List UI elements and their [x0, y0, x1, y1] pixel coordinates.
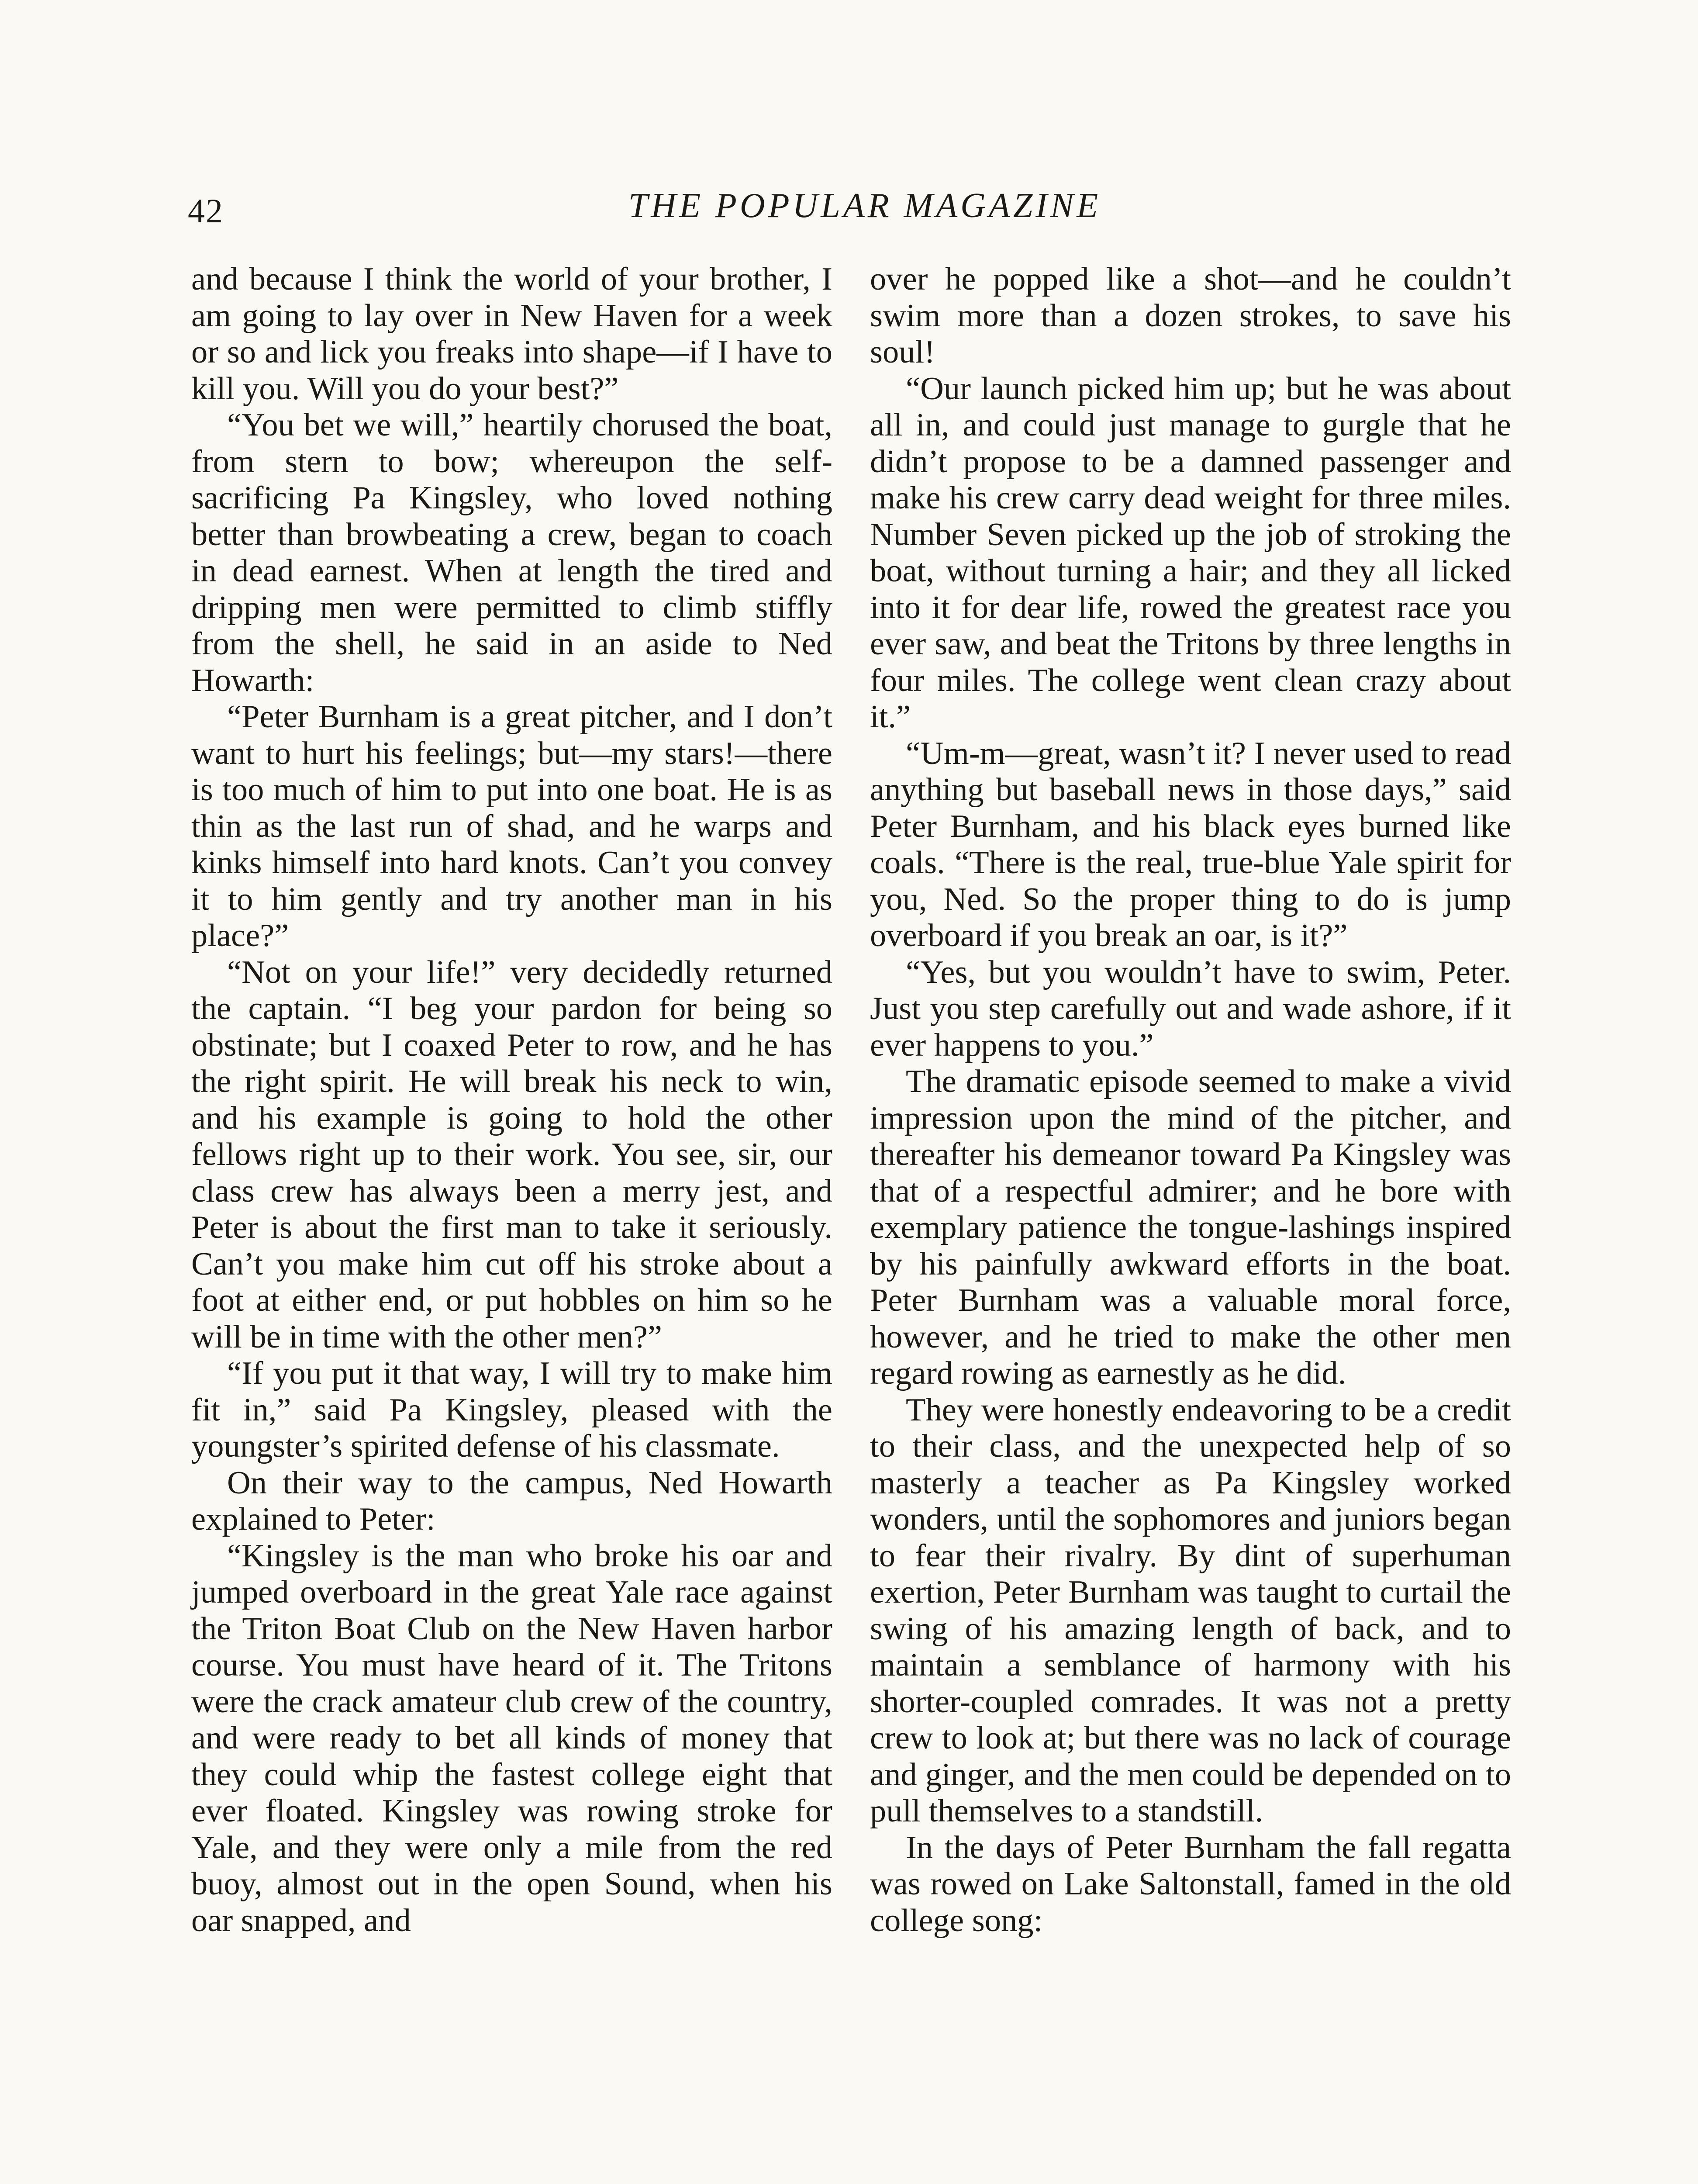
paragraph: They were honestly endeavoring to be a credit to their class, and the unexpected help of so masterly a teacher as Pa Kingsley worked wonders, until the sophomores and juniors began to fear their rivalry. By dint of superhuman exertion, Peter Burnham was taught to curtail the swing of his amazing length of back, and to maintain a semblance of harmony with his shorter-coupled comrades. It was not a pretty crew to look at; but there was no lack of courage and ginger, and the men could be depended on to pull themselves to a standstill. — [870, 1392, 1511, 1829]
paragraph: “If you put it that way, I will try to make him fit in,” said Pa Kingsley, pleased with the youngster’s spirited defense of his classmate. — [191, 1355, 832, 1464]
paragraph: The dramatic episode seemed to make a vivid impression upon the mind of the pitcher, and thereafter his demeanor toward Pa Kingsley was that of a respectful admirer; and he bore with exemplary patience the tongue-lashings inspired by his painfully awkward efforts in the boat. Peter Burnham was a valuable moral force, however, and he tried to make the other men regard rowing as earnestly as he did. — [870, 1064, 1511, 1391]
right-column — [870, 261, 1511, 1939]
paragraph: On their way to the campus, Ned Howarth explained to Peter: — [191, 1465, 832, 1537]
left-column — [191, 261, 832, 1939]
paragraph: and because I think the world of your brother, I am going to lay over in New Haven for a week or so and lick you freaks into shape—if I have to kill you. Will you do your best?” — [191, 261, 832, 407]
paragraph: “You bet we will,” heartily chorused the boat, from stern to bow; whereupon the self-sacrificing Pa Kingsley, who loved nothing better than browbeating a crew, began to coach in dead earnest. When at length the tired and dripping men were permitted to climb stiffly from the shell, he said in an aside to Ned Howarth: — [191, 407, 832, 698]
paragraph: “Not on your life!” very decidedly returned the captain. “I beg your pardon for being so obstinate; but I coaxed Peter to row, and he has the right spirit. He will break his neck to win, and his example is going to hold the other fellows right up to their work. You see, sir, our class crew has always been a merry jest, and Peter is about the first man to take it seriously. Can’t you make him cut off his stroke about a foot at either end, or put hobbles on him so he will be in time with the other men?” — [191, 954, 832, 1355]
paragraph: “Yes, but you wouldn’t have to swim, Peter. Just you step carefully out and wade ashore, if it ever happens to you.” — [870, 954, 1511, 1063]
paragraph: “Our launch picked him up; but he was about all in, and could just manage to gurgle that he didn’t propose to be a damned passenger and make his crew carry dead weight for three miles. Number Seven picked up the job of stroking the boat, without turning a hair; and they all licked into it for dear life, rowed the greatest race you ever saw, and beat the Tritons by three lengths in four miles. The college went clean crazy about it.” — [870, 370, 1511, 735]
paragraph: In the days of Peter Burnham the fall regatta was rowed on Lake Saltonstall, famed in the old college song: — [870, 1829, 1511, 1939]
running-head — [188, 183, 1511, 244]
paragraph: over he popped like a shot—and he couldn’t swim more than a dozen strokes, to save his soul! — [870, 261, 1511, 370]
paragraph: “Um-m—great, wasn’t it? I never used to read anything but baseball news in those days,” said Peter Burnham, and his black eyes burned like coals. “There is the real, true-blue Yale spirit for you, Ned. So the proper thing to do is jump overboard if you break an oar, is it?” — [870, 735, 1511, 954]
paragraph: “Peter Burnham is a great pitcher, and I don’t want to hurt his feelings; but—my stars!—there is too much of him to put into one boat. He is as thin as the last run of shad, and he warps and kinks himself into hard knots. Can’t you convey it to him gently and try another man in his place?” — [191, 699, 832, 954]
magazine-title: THE POPULAR MAGAZINE — [628, 187, 1101, 225]
paragraph: “Kingsley is the man who broke his oar and jumped overboard in the great Yale race against the Triton Boat Club on the New Haven harbor course. You must have heard of it. The Tritons were the crack amateur club crew of the country, and were ready to bet all kinds of money that they could whip the fastest college eight that ever floated. Kingsley was rowing stroke for Yale, and they were only a mile from the red buoy, almost out in the open Sound, when his oar snapped, and — [191, 1538, 832, 1939]
page-number: 42 — [188, 192, 224, 230]
